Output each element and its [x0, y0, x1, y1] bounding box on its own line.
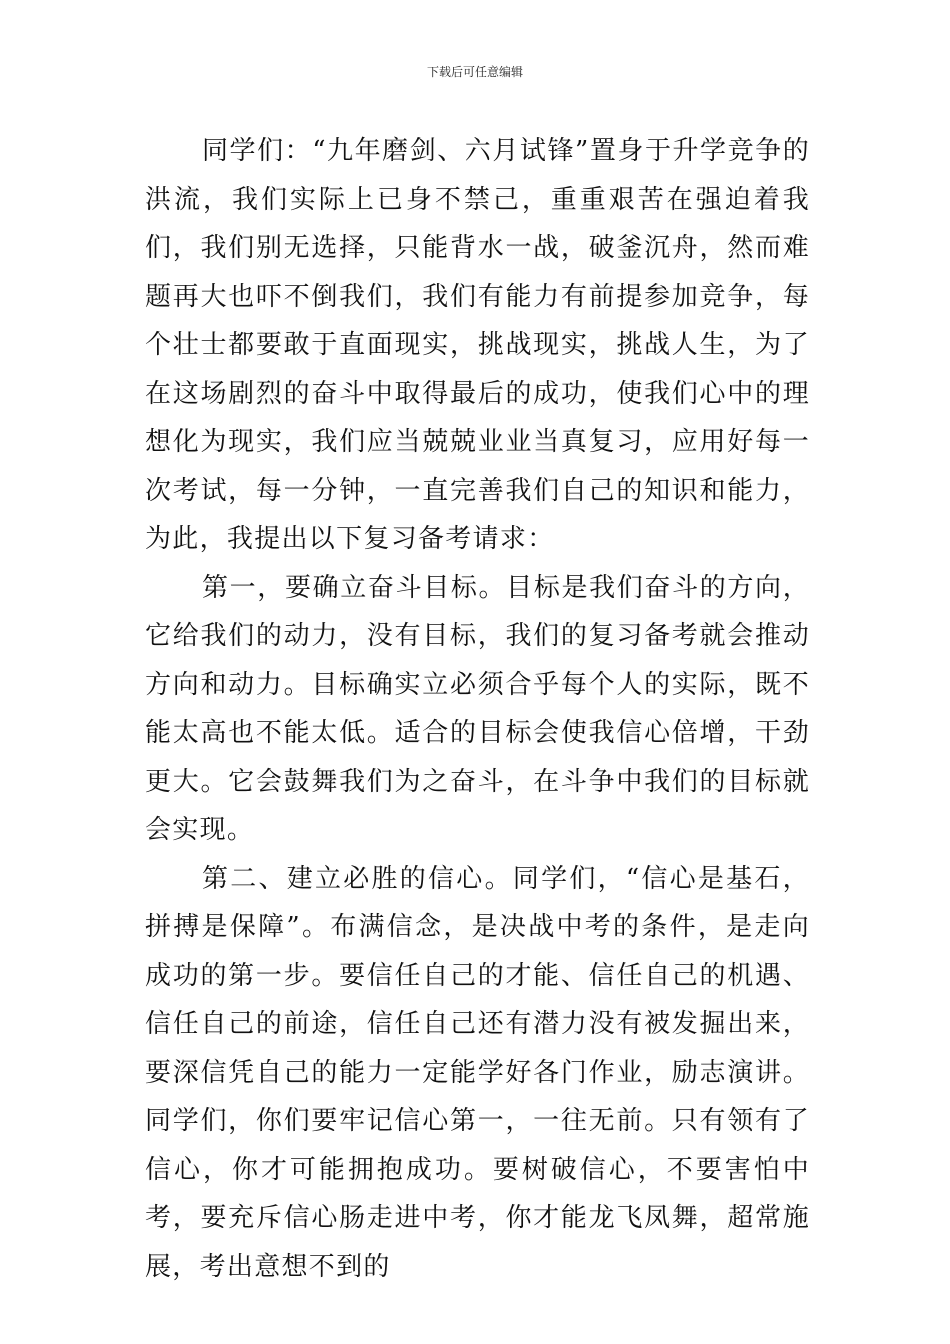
paragraph-second-point: 第二、建立必胜的信心。同学们，“信心是基石，拼搏是保障”。布满信念，是决战中考的条件，是走向成功的第一步。要信任自己的才能、信任自己的机遇、信任自己的前途，信任自己还有潜力没有被发掘出来，要深信凭自己的能力一定能学好各门作业，励志演讲。同学们，你们要牢记信心第一，一往无前。只有领有了信心，你才可能拥抱成功。要树破信心，不要害怕中考，要充斥信心肠走进中考，你才能龙飞凤舞，超常施展，考出意想不到的 — [145, 863, 810, 1282]
paragraph-first-point: 第一，要确立奋斗目标。目标是我们奋斗的方向，它给我们的动力，没有目标，我们的复习备考就会推动方向和动力。目标确实立必须合乎每个人的实际，既不能太高也不能太低。适合的目标会使我信心倍增，干劲更大。它会鼓舞我们为之奋斗，在斗争中我们的目标就会实现。 — [145, 572, 810, 845]
paragraph-intro: 同学们：“九年磨剑、六月试锋”置身于升学竞争的洪流，我们实际上已身不禁己，重重艰苦在强迫着我们，我们别无选择，只能背水一战，破釜沉舟，然而难题再大也吓不倒我们，我们有能力有前提参加竞争，每个壮士都要敢于直面现实，挑战现实，挑战人生，为了在这场剧烈的奋斗中取得最后的成功，使我们心中的理想化为现实，我们应当兢兢业业当真复习，应用好每一次考试，每一分钟，一直完善我们自己的知识和能力，为此，我提出以下复习备考请求： — [145, 136, 810, 554]
document-body — [145, 127, 810, 1291]
page-header: 下载后可任意编辑 — [426, 65, 523, 79]
